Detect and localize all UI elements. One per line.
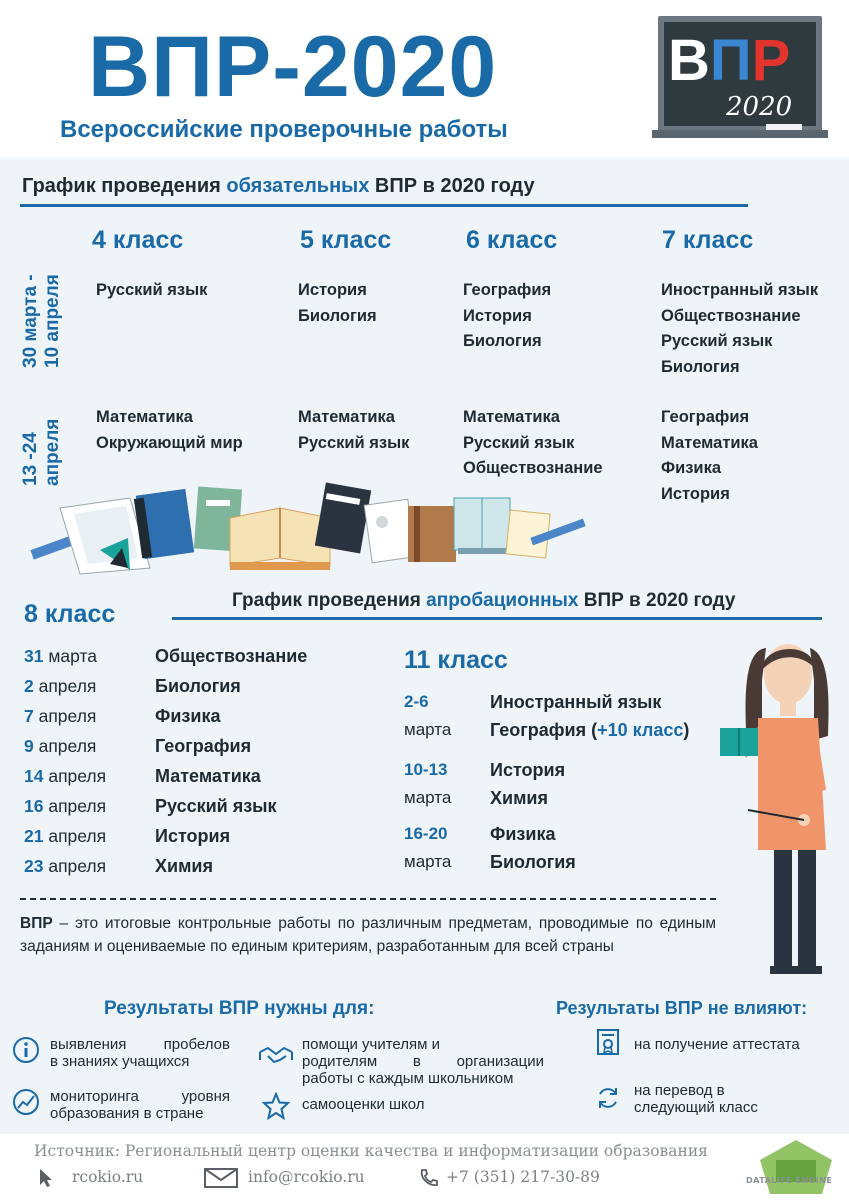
page-title: ВПР-2020 <box>88 19 498 115</box>
grade-11-date: 10-13 марта <box>404 760 452 807</box>
list-item: 7 апреля <box>24 706 97 726</box>
divider <box>20 204 748 207</box>
list-item-subject: Математика <box>155 766 261 786</box>
star-icon <box>262 1092 290 1120</box>
period-label-1: 30 марта - 10 апреля <box>20 274 63 368</box>
trial-heading: График проведения апробационных ВПР в 2020 году <box>232 590 736 611</box>
grade-6-period-1: География История Биология <box>463 281 552 350</box>
grade-4-period-1: Русский язык <box>96 281 208 299</box>
list-item-subject: Физика <box>155 706 221 726</box>
results-needed-item-4: самооценки школ <box>302 1096 425 1113</box>
definition-text: ВПР – это итоговые контрольные работы по различным предметам, проводимые по единым заданиям и оцениваемые по единым критериям, разработанным для всей страны <box>20 915 716 955</box>
results-not-affect-heading: Результаты ВПР не влияют: <box>556 998 808 1018</box>
list-item: 9 апреля <box>24 736 97 756</box>
results-not-affect-item-2: на перевод в следующий класс <box>634 1082 758 1116</box>
grade-4-period-2: Математика Окружающий мир <box>96 408 243 452</box>
grade-4-heading: 4 класс <box>92 226 184 254</box>
mandatory-heading: График проведения обязательных ВПР в 2020 году <box>22 175 535 197</box>
cursor-icon <box>38 1168 54 1188</box>
vpr-logo: ВПР 2020 <box>652 16 828 140</box>
grade-11-subjects: История Химия <box>490 760 566 808</box>
grade-5-heading: 5 класс <box>300 226 392 254</box>
chart-icon <box>12 1088 40 1116</box>
mail-icon <box>204 1168 238 1188</box>
list-item-subject: Русский язык <box>155 796 277 816</box>
list-item-subject: История <box>155 826 231 846</box>
grade-7-heading: 7 класс <box>662 226 754 254</box>
results-needed-item-3: помощи учителям и родителям в организации работы с каждым школьником <box>302 1036 544 1087</box>
footer-email-link[interactable]: info@rcokio.ru <box>248 1168 365 1186</box>
grade-11-date: 2-6 марта <box>404 692 452 739</box>
list-item: 16 апреля <box>24 796 107 816</box>
grade-6-period-2: Математика Русский язык Обществознание <box>463 408 603 477</box>
list-item: 23 апреля <box>24 856 107 876</box>
footer-source: Источник: Региональный центр оценки качества и информатизации образования <box>34 1142 708 1160</box>
dle-watermark-logo <box>746 1138 842 1198</box>
teacher-illustration <box>718 640 846 980</box>
grade-5-period-1: История Биология <box>298 281 377 325</box>
grade-7-period-1: Иностранный язык Обществознание Русский язык Биология <box>661 281 819 376</box>
divider <box>172 617 822 620</box>
dashed-divider <box>20 898 716 900</box>
list-item-subject: Химия <box>155 856 213 876</box>
dle-watermark-text: DATALIFE ENGINE <box>746 1176 833 1185</box>
certificate-icon <box>594 1028 622 1056</box>
list-item: 31 марта <box>24 646 97 666</box>
grade-7-period-2: География Математика Физика История <box>661 408 758 503</box>
results-needed-heading: Результаты ВПР нужны для: <box>104 998 375 1019</box>
books-illustration <box>30 478 590 578</box>
grade-8-heading: 8 класс <box>24 600 116 628</box>
phone-icon <box>418 1168 438 1188</box>
grade-11-subjects: Иностранный язык География (+10 класс) <box>490 692 690 740</box>
list-item-subject: Обществознание <box>155 646 308 666</box>
handshake-icon <box>258 1040 294 1068</box>
list-item: 14 апреля <box>24 766 107 786</box>
results-needed-item-2: мониторинга уровня образования в стране <box>50 1088 230 1122</box>
grade-11-heading: 11 класс <box>404 646 508 674</box>
footer-website-link[interactable]: rcokio.ru <box>72 1168 144 1186</box>
grade-6-heading: 6 класс <box>466 226 558 254</box>
list-item: 21 апреля <box>24 826 107 846</box>
results-needed-item-1: выявления пробелов в знаниях учащихся <box>50 1036 230 1070</box>
info-icon <box>12 1036 40 1064</box>
list-item-subject: География <box>155 736 252 756</box>
list-item: 2 апреля <box>24 676 97 696</box>
period-label-2: 13 -24 апреля <box>20 418 63 486</box>
results-not-affect-item-1: на получение аттестата <box>634 1036 800 1053</box>
footer-phone-link[interactable]: +7 (351) 217-30-89 <box>446 1168 600 1186</box>
page-subtitle: Всероссийские проверочные работы <box>60 116 508 143</box>
grade-11-subjects: Физика Биология <box>490 824 576 872</box>
grade-5-period-2: Математика Русский язык <box>298 408 410 452</box>
list-item-subject: Биология <box>155 676 241 696</box>
grade-11-date: 16-20 марта <box>404 824 452 871</box>
refresh-icon <box>594 1084 622 1112</box>
